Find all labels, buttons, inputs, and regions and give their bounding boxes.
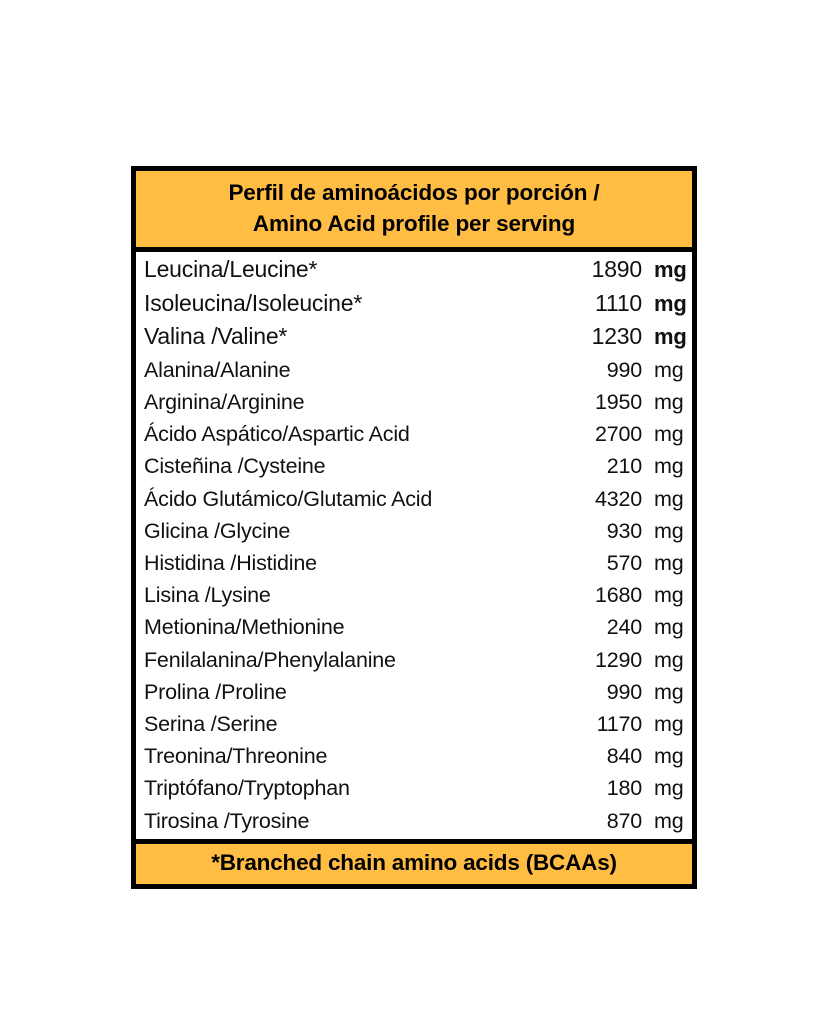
- amino-acid-name: Alanina/Alanine: [144, 357, 291, 382]
- amino-acid-unit: mg: [654, 744, 684, 769]
- panel-header-line-en: Amino Acid profile per serving: [252, 211, 576, 237]
- amino-acid-row-list: [136, 252, 692, 839]
- amino-acid-unit: mg: [654, 583, 684, 608]
- amino-acid-row: [136, 354, 692, 386]
- amino-acid-row: [136, 253, 692, 287]
- amino-acid-row: [136, 805, 692, 837]
- amino-acid-row: [136, 740, 692, 772]
- amino-acid-unit: mg: [654, 486, 684, 511]
- amino-acid-row: [136, 483, 692, 515]
- amino-acid-amount: 1230: [591, 323, 642, 350]
- amino-acid-amount: 210: [606, 454, 642, 479]
- amino-acid-unit: mg: [654, 776, 684, 801]
- amino-acid-name: Treonina/Threonine: [144, 744, 328, 769]
- amino-acid-amount: 240: [606, 615, 642, 640]
- amino-acid-amount: 1680: [594, 583, 642, 608]
- amino-acid-amount: 870: [606, 808, 642, 833]
- amino-acid-name: Ácido Aspático/Aspartic Acid: [144, 422, 410, 447]
- amino-acid-unit: mg: [654, 808, 684, 833]
- amino-acid-unit: mg: [654, 615, 684, 640]
- amino-acid-name: Glicina /Glycine: [144, 518, 291, 543]
- amino-acid-name: Serina /Serine: [144, 711, 278, 736]
- amino-acid-unit: mg: [654, 518, 684, 543]
- amino-acid-amount: 1110: [595, 289, 642, 316]
- amino-acid-name: Valina /Valine*: [144, 323, 288, 350]
- amino-acid-name: Ácido Glutámico/Glutamic Acid: [144, 486, 433, 511]
- amino-acid-unit: mg: [654, 551, 684, 575]
- amino-acid-row: [136, 708, 692, 740]
- amino-acid-unit: mg: [654, 257, 687, 283]
- amino-acid-name: Histidina /Histidine: [144, 551, 317, 575]
- amino-acid-unit: mg: [654, 290, 687, 316]
- amino-acid-name: Isoleucina/Isoleucine*: [144, 289, 363, 316]
- amino-acid-name: Prolina /Proline: [144, 679, 287, 704]
- amino-acid-row: [136, 579, 692, 611]
- amino-acid-unit: mg: [654, 454, 684, 479]
- amino-acid-unit: mg: [654, 647, 684, 672]
- amino-acid-amount: 990: [606, 679, 642, 704]
- amino-acid-row: [136, 676, 692, 708]
- amino-acid-amount: 180: [606, 776, 642, 801]
- amino-acid-unit: mg: [654, 324, 687, 350]
- amino-acid-row: [136, 386, 692, 418]
- amino-acid-row: [136, 644, 692, 676]
- amino-acid-row: [136, 450, 692, 482]
- amino-acid-name: Tirosina /Tyrosine: [144, 808, 310, 833]
- amino-acid-name: Triptófano/Tryptophan: [144, 776, 350, 801]
- amino-acid-row: [136, 772, 692, 804]
- amino-acid-row: [136, 287, 692, 321]
- amino-acid-row: [136, 320, 692, 354]
- amino-acid-unit: mg: [654, 422, 684, 447]
- amino-acid-name: Metionina/Methionine: [144, 615, 345, 640]
- amino-acid-unit: mg: [654, 390, 684, 415]
- panel-header: [136, 171, 692, 252]
- amino-acid-amount: 840: [606, 744, 642, 769]
- amino-acid-amount: 930: [606, 518, 642, 543]
- amino-acid-amount: 1170: [596, 711, 642, 736]
- amino-acid-amount: 990: [606, 357, 642, 382]
- amino-acid-name: Leucina/Leucine*: [144, 256, 318, 283]
- amino-acid-amount: 4320: [594, 486, 642, 511]
- amino-acid-amount: 2700: [594, 422, 642, 447]
- amino-acid-amount: 1950: [594, 390, 642, 415]
- panel-footer: [136, 839, 692, 885]
- amino-acid-unit: mg: [654, 711, 684, 736]
- amino-acid-row: [136, 547, 692, 579]
- amino-acid-unit: mg: [654, 357, 684, 382]
- amino-acid-unit: mg: [654, 679, 684, 704]
- panel-header-line-es: Perfil de aminoácidos por porción /: [228, 180, 600, 205]
- amino-acid-row: [136, 418, 692, 450]
- amino-acid-name: Lisina /Lysine: [144, 583, 271, 608]
- amino-acid-row: [136, 515, 692, 547]
- amino-acid-name: Fenilalanina/Phenylalanine: [144, 647, 396, 672]
- amino-acid-name: Arginina/Arginine: [144, 390, 305, 415]
- amino-acid-row: [136, 611, 692, 643]
- amino-acid-amount: 1890: [591, 256, 642, 283]
- amino-acid-name: Cisteñina /Cysteine: [144, 454, 326, 479]
- amino-acid-profile-panel: [131, 166, 697, 889]
- amino-acid-amount: 1290: [594, 647, 642, 672]
- bcaa-footnote: *Branched chain amino acids (BCAAs): [211, 849, 617, 875]
- amino-acid-amount: 570: [606, 551, 642, 575]
